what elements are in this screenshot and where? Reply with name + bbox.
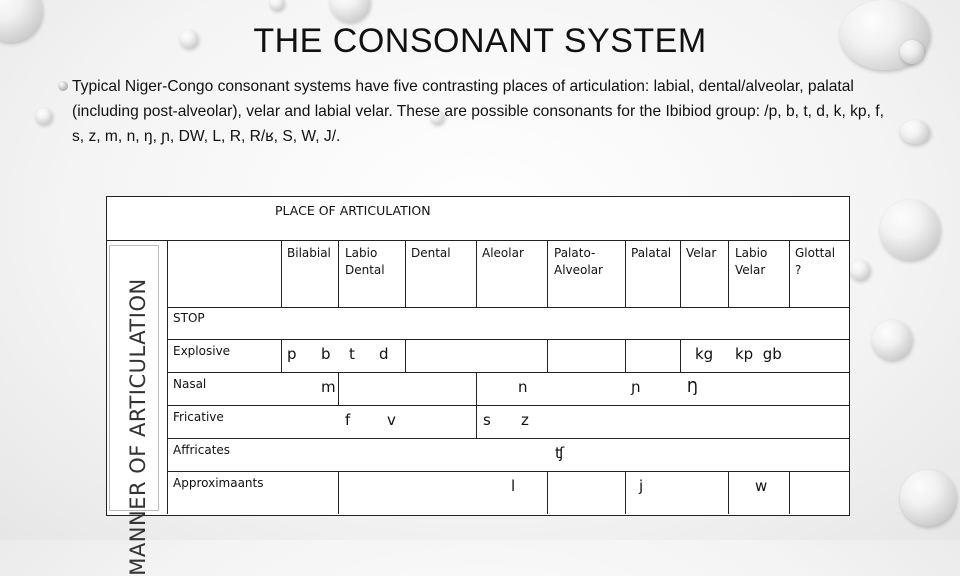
grid-line: [625, 471, 626, 514]
row-label-affricates: Affricates: [173, 443, 231, 457]
water-drop-decoration: [270, 0, 284, 10]
water-drop-decoration: [900, 120, 930, 144]
symbol-t: t: [349, 345, 355, 363]
column-header-velar: Velar: [686, 246, 717, 260]
symbol-j: j: [639, 477, 644, 495]
column-header-labio-dental: Labio Dental: [345, 246, 385, 277]
grid-line: [167, 438, 849, 439]
row-label-fricative: Fricative: [173, 410, 224, 424]
column-header-alveolar: Aleolar: [482, 246, 524, 260]
grid-line: [789, 471, 790, 514]
row-label-explosive: Explosive: [173, 344, 231, 358]
column-header-palatal: Palatal: [631, 246, 672, 260]
symbol-kp-gb: kp gb: [735, 345, 782, 363]
symbol-affricate: ʧ: [555, 444, 565, 462]
grid-line: [476, 372, 477, 438]
grid-line: [625, 240, 626, 307]
column-header-bilabial: Bilabial: [287, 246, 331, 260]
symbol-kg: kg: [695, 345, 714, 363]
symbol-w: w: [755, 477, 768, 495]
water-drop-decoration: [850, 260, 870, 280]
grid-line: [167, 405, 849, 406]
row-label-approximants: Approximaants: [173, 476, 264, 490]
symbol-b: b: [321, 345, 331, 363]
symbol-v: v: [387, 411, 396, 429]
grid-line: [107, 240, 849, 241]
symbol-s: s: [483, 411, 491, 429]
bullet-icon: [58, 81, 68, 91]
symbol-f: f: [345, 411, 351, 429]
grid-line: [789, 240, 790, 307]
symbol-d: d: [379, 345, 389, 363]
symbol-n: n: [518, 378, 528, 396]
symbol-palatal-nasal: ɲ: [631, 378, 641, 396]
grid-line: [281, 339, 282, 372]
column-header-glottal: Glottal ?: [795, 246, 836, 277]
grid-line: [338, 372, 339, 405]
grid-line: [625, 339, 626, 372]
symbol-m: m: [321, 378, 336, 396]
grid-line: [338, 471, 339, 514]
grid-line: [728, 471, 729, 514]
symbol-l: l: [511, 477, 516, 495]
grid-line: [338, 240, 339, 307]
grid-line: [728, 240, 729, 307]
water-drop-decoration: [880, 200, 940, 260]
grid-line: [167, 339, 849, 340]
symbol-p: p: [287, 345, 297, 363]
grid-line: [547, 339, 548, 372]
manner-of-articulation-label: MANNER OF ARTICULATION: [126, 278, 150, 576]
manner-label-box: [109, 245, 159, 576]
intro-paragraph: Typical Niger-Congo consonant systems have five contrasting places of articulation: labial, dental/alveolar, palatal (including post-alveolar), velar and labial velar. These are possible consonants for the Ibibiod group: /p, b, t, d, k, kp, f, s, z, m, n, ŋ, ɲ, DW, L, R, R/ʁ, S, W, J/.: [72, 78, 884, 145]
water-drop-decoration: [36, 108, 52, 124]
symbol-velar-nasal: Ŋ: [687, 378, 699, 396]
row-label-stop: STOP: [173, 311, 205, 325]
grid-line: [167, 307, 849, 308]
grid-line: [476, 240, 477, 307]
slide-title: THE CONSONANT SYSTEM: [253, 22, 707, 60]
grid-line: [680, 339, 681, 372]
column-header-palato-alveolar: Palato-Alveolar: [554, 246, 603, 277]
grid-line: [405, 339, 406, 372]
consonant-table: [106, 196, 850, 576]
grid-line: [167, 240, 168, 514]
grid-line: [547, 240, 548, 307]
water-drop-decoration: [330, 0, 370, 22]
column-header-dental: Dental: [411, 246, 451, 260]
water-drop-decoration: [872, 320, 912, 360]
grid-line: [547, 471, 548, 514]
water-drop-decoration: [900, 470, 956, 526]
symbol-z: z: [521, 411, 529, 429]
column-header-labio-velar: Labio Velar: [735, 246, 768, 277]
grid-line: [167, 471, 849, 472]
row-label-nasal: Nasal: [173, 377, 207, 391]
grid-line: [405, 240, 406, 307]
grid-line: [281, 240, 282, 307]
grid-line: [167, 372, 849, 373]
grid-line: [680, 240, 681, 307]
place-of-articulation-label: PLACE OF ARTICULATION: [275, 203, 431, 218]
